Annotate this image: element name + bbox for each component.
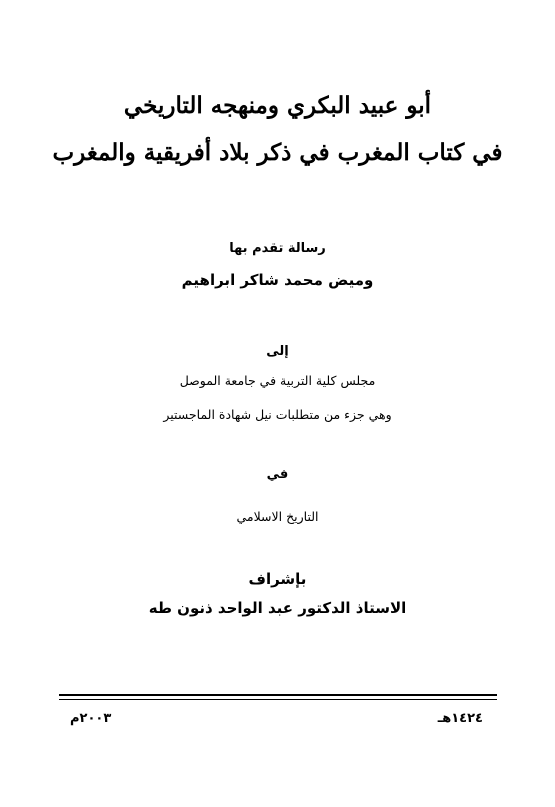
supervision-label: بإشراف (248, 570, 307, 588)
gregorian-date: ٢٠٠٣م (70, 711, 112, 726)
recipient-council: مجلس كلية التربية في جامعة الموصل (179, 373, 376, 388)
footer-rule-thick (59, 694, 497, 696)
footer-rule-thin (59, 699, 497, 700)
field-subject: التاريخ الاسلامي (236, 509, 319, 524)
field-in: في (266, 467, 289, 482)
recipient-to: إلى (266, 344, 289, 359)
title-line-1: أبو عبيد البكري ومنهجه التاريخي (123, 92, 432, 119)
submission-intro: رسالة تقدم بها (229, 241, 326, 256)
author-name: وميض محمد شاكر ابراهيم (181, 271, 374, 289)
hijri-date: ١٤٢٤هـ (437, 711, 483, 726)
title-line-2: في كتاب المغرب في ذكر بلاد أفريقية والمغرب (52, 139, 503, 166)
supervisor-name: الاستاذ الدكتور عبد الواحد ذنون طه (148, 599, 407, 617)
degree-purpose: وهي جزء من متطلبات نيل شهادة الماجستير (163, 407, 392, 422)
